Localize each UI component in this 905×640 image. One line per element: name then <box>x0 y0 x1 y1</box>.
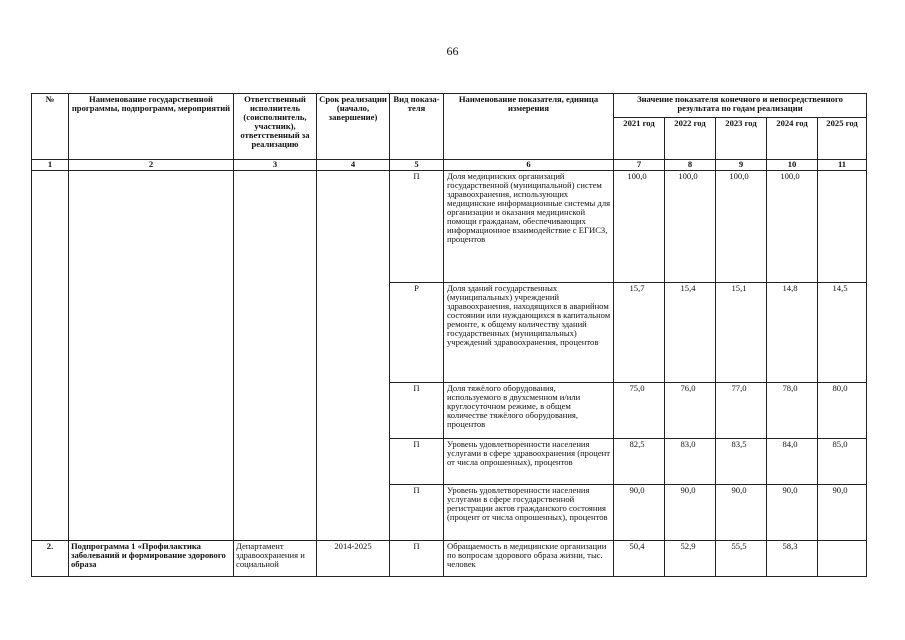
header-values-group: Значение показателя конечного и непосредственного результата по годам реализации <box>614 94 867 118</box>
cell-type: Р <box>390 283 444 383</box>
cell-value: 77,0 <box>716 383 767 439</box>
cell-value: 82,5 <box>614 439 665 485</box>
cell-indicator: Уровень удовлетворенности населения услугами в сфере здравоохранения (процент от числа опрошенных), процентов <box>444 439 614 485</box>
cell-type: П <box>390 541 444 577</box>
col-number: 9 <box>716 160 767 171</box>
header-indicator: Наименование показателя, единица измерения <box>444 94 614 160</box>
cell-value: 76,0 <box>665 383 716 439</box>
cell-value: 58,3 <box>767 541 818 577</box>
cell-indicator: Доля зданий государственных (муниципальных) учреждений здравоохранения, находящихся в аварийном состоянии или нуждающихся в капитальном ремонте, к общему количеству зданий государственных (муниципальных) учреждений здравоохранения, процентов <box>444 283 614 383</box>
header-term: Срок реализации (начало, завершение) <box>317 94 390 160</box>
cell-num: 2. <box>32 541 69 577</box>
col-number: 8 <box>665 160 716 171</box>
cell-value: 90,0 <box>665 485 716 541</box>
cell-term-empty <box>317 171 390 541</box>
col-number: 11 <box>818 160 867 171</box>
header-year-2023: 2023 год <box>716 118 767 160</box>
cell-type: П <box>390 383 444 439</box>
col-number: 5 <box>390 160 444 171</box>
cell-value: 15,1 <box>716 283 767 383</box>
cell-value: 90,0 <box>767 485 818 541</box>
cell-type: П <box>390 485 444 541</box>
cell-value: 90,0 <box>818 485 867 541</box>
cell-value: 90,0 <box>716 485 767 541</box>
cell-value: 83,0 <box>665 439 716 485</box>
header-num: № <box>32 94 69 160</box>
cell-value: 84,0 <box>767 439 818 485</box>
cell-type: П <box>390 439 444 485</box>
col-number: 7 <box>614 160 665 171</box>
cell-executor: Департамент здравоохранения и социальной <box>234 541 317 577</box>
cell-value: 14,5 <box>818 283 867 383</box>
col-number: 1 <box>32 160 69 171</box>
cell-value: 85,0 <box>818 439 867 485</box>
cell-name-empty <box>69 171 234 541</box>
table-row <box>32 171 867 283</box>
cell-indicator: Доля тяжёлого оборудования, используемого в двухсменном и/или круглосуточном режиме, в общем количестве тяжёлого оборудования, процентов <box>444 383 614 439</box>
cell-term: 2014-2025 <box>317 541 390 577</box>
cell-value: 52,9 <box>665 541 716 577</box>
cell-value: 90,0 <box>614 485 665 541</box>
cell-value: 15,7 <box>614 283 665 383</box>
header-year-2024: 2024 год <box>767 118 818 160</box>
cell-value: 78,0 <box>767 383 818 439</box>
header-executor: Ответственный исполнитель (соисполнитель, участник), ответственный за реализацию <box>234 94 317 160</box>
cell-value: 80,0 <box>818 383 867 439</box>
cell-value: 83,5 <box>716 439 767 485</box>
header-name: Наименование государственной программы, подпрограмм, мероприятий <box>69 94 234 160</box>
header-year-2022: 2022 год <box>665 118 716 160</box>
col-number: 4 <box>317 160 390 171</box>
cell-executor-empty <box>234 171 317 541</box>
column-numbers-row <box>32 160 867 171</box>
cell-indicator: Уровень удовлетворенности населения услугами в сфере государственной регистрации актов гражданского состояния (процент от числа опрошенных), процентов <box>444 485 614 541</box>
header-year-2025: 2025 год <box>818 118 867 160</box>
cell-type: П <box>390 171 444 283</box>
indicators-table <box>31 93 867 577</box>
cell-value: 100,0 <box>614 171 665 283</box>
col-number: 6 <box>444 160 614 171</box>
col-number: 3 <box>234 160 317 171</box>
page-number: 66 <box>446 44 459 58</box>
cell-value: 55,5 <box>716 541 767 577</box>
cell-value: 100,0 <box>716 171 767 283</box>
cell-value: 100,0 <box>767 171 818 283</box>
cell-value: 100,0 <box>665 171 716 283</box>
col-number: 10 <box>767 160 818 171</box>
cell-indicator: Доля медицинских организаций государственной (муниципальной) систем здравоохранения, использующих медицинские информационные системы для организации и оказания медицинской помощи гражданам, обеспечивающих информационное взаимодействие с ЕГИСЗ, процентов <box>444 171 614 283</box>
cell-value: 14,8 <box>767 283 818 383</box>
header-year-2021: 2021 год <box>614 118 665 160</box>
header-type: Вид показа-теля <box>390 94 444 160</box>
cell-value <box>818 541 867 577</box>
cell-value: 75,0 <box>614 383 665 439</box>
cell-value: 15,4 <box>665 283 716 383</box>
cell-value: 50,4 <box>614 541 665 577</box>
cell-indicator: Обращаемость в медицинские организации по вопросам здорового образа жизни, тыс. человек <box>444 541 614 577</box>
cell-value <box>818 171 867 283</box>
subprogram-row <box>32 541 867 577</box>
cell-num-empty <box>32 171 69 541</box>
col-number: 2 <box>69 160 234 171</box>
cell-subprogram-name: Подпрограмма 1 «Профилактика заболеваний и формирование здорового образа <box>69 541 234 577</box>
